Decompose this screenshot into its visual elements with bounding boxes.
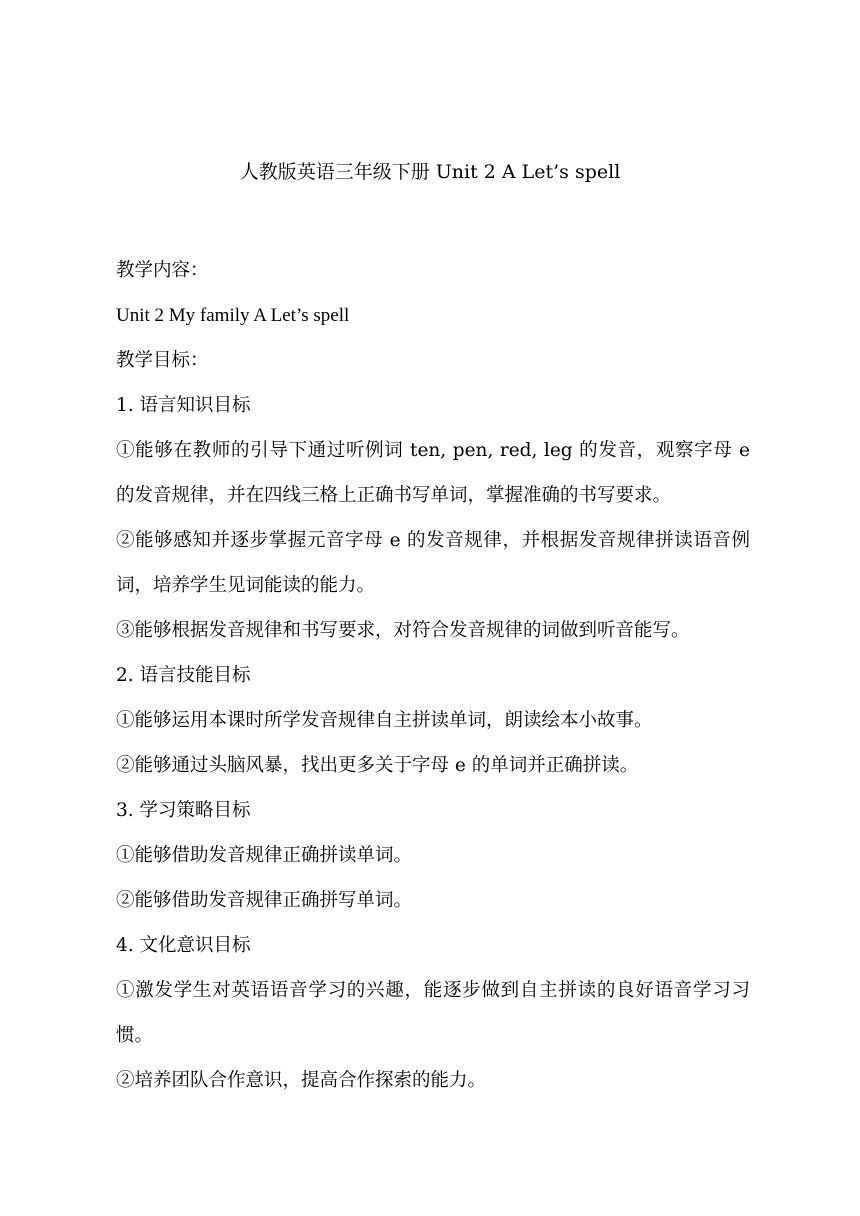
content-value: Unit 2 My family A Let’s spell: [116, 305, 350, 326]
section-heading: 3. 学习策略目标: [116, 800, 251, 821]
objective-item: ①能够在教师的引导下通过听例词 ten, pen, red, leg 的发音，观察字母 e 的发音规律，并在四线三格上正确书写单词，掌握准确的书写要求。: [116, 440, 750, 506]
document-body: [116, 248, 750, 1103]
objective-item: ③能够根据发音规律和书写要求，对符合发音规律的词做到听音能写。: [116, 620, 690, 641]
section-heading: 4. 文化意识目标: [116, 935, 251, 956]
section-cultural-awareness: [116, 923, 750, 1103]
objective-item: ①激发学生对英语语音学习的兴趣，能逐步做到自主拼读的良好语音学习习惯。: [116, 980, 750, 1046]
content-label: 教学内容：: [116, 260, 209, 281]
objective-item: ②能够感知并逐步掌握元音字母 e 的发音规律，并根据发音规律拼读语音例词，培养学生见词能读的能力。: [116, 530, 750, 596]
section-heading: 1. 语言知识目标: [116, 395, 251, 416]
section-language-knowledge: [116, 383, 750, 653]
section-learning-strategy: [116, 788, 750, 923]
objective-item: ①能够运用本课时所学发音规律自主拼读单词，朗读绘本小故事。: [116, 710, 653, 731]
objective-item: ②能够借助发音规律正确拼写单词。: [116, 890, 413, 911]
section-language-skills: [116, 653, 750, 788]
objective-item: ②能够通过头脑风暴，找出更多关于字母 e 的单词并正确拼读。: [116, 755, 639, 776]
objectives-label: 教学目标：: [116, 350, 209, 371]
objective-item: ②培养团队合作意识，提高合作探索的能力。: [116, 1070, 487, 1091]
document-title: 人教版英语三年级下册 Unit 2 A Let’s spell: [239, 161, 621, 183]
section-heading: 2. 语言技能目标: [116, 665, 251, 686]
objective-item: ①能够借助发音规律正确拼读单词。: [116, 845, 413, 866]
